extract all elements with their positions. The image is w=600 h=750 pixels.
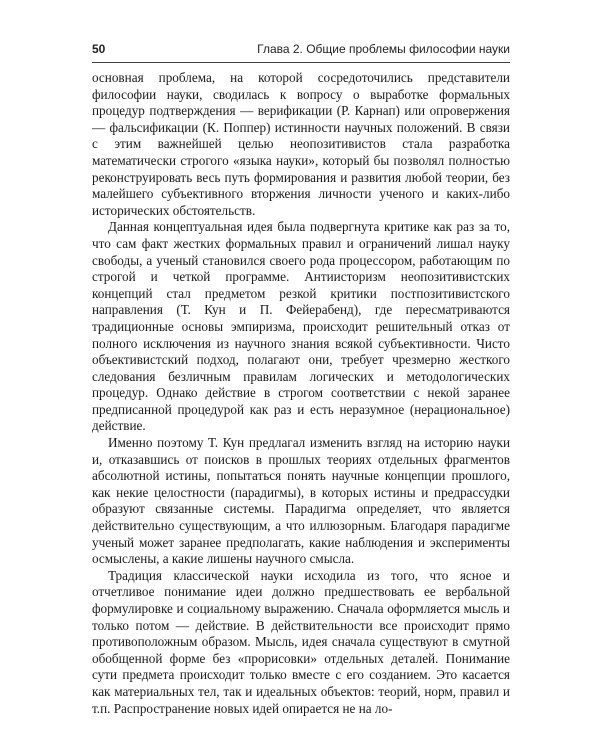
paragraph: Традиция классической науки исходила из того, что ясное и отчетливое понимание идеи должно предшествовать ее вербальной формулировке и социальному выражению. Сначала оформляется мысль и только потом — действие. В действительности все происходит прямо противоположным образом. Мысль, идея сначала существуют в смутной обобщенной форме без «прорисовки» отдельных деталей. Понимание сути предмета происходит только вместе с его созданием. Это касается как материальных тел, так и идеальных объектов: теорий, норм, правил и т.п. Распространение новых идей опирается не на ло- <box>92 567 510 716</box>
header-rule <box>92 62 510 63</box>
paragraph: Данная концептуальная идея была подвергнута критике как раз за то, что сам факт жестких формальных правил и ограничений лишал науку свободы, а ученый становился своего рода процессором, работающим по строгой и четкой программе. Антиисторизм неопозитивистских концепций стал предметом резкой критики постпозитивистского направления (Т. Кун и П. Фейерабенд), где пересматриваются традиционные основы эмпиризма, происходит решительный отказ от полного исключения из научного знания всякой субъективности. Чисто объективистский подход, полагают они, требует чрезмерно жесткого следования безличным правилам логических и методологических процедур. Однако действие в строгом соответствии с некой заранее предписанной процедурой как раз и есть неразумное (нерациональное) действие. <box>92 219 510 434</box>
chapter-title: Глава 2. Общие проблемы философии науки <box>257 42 510 56</box>
running-header <box>92 40 510 58</box>
body-text <box>92 70 510 717</box>
page-number: 50 <box>92 42 106 56</box>
paragraph: Именно поэтому Т. Кун предлагал изменить взгляд на историю науки и, отказавшись от поисков в прошлых теориях отдельных фрагментов абсолютной истины, попытаться понять научные концепции прошлого, как некие целостности (парадигмы), в которых истины и предрассудки образуют связанные системы. Парадигма определяет, что является действительно существующим, а что иллюзорным. Благодаря парадигме ученый может заранее предполагать, какие наблюдения и эксперименты осмыслены, а какие лишены научного смысла. <box>92 435 510 567</box>
paragraph-continuation: основная проблема, на которой сосредоточились представители философии науки, сводилась к вопросу о выработке формальных процедур подтверждения — верификации (Р. Карнап) или опровержения — фальсификации (К. Поппер) истинности научных положений. В связи с этим важнейшей целью неопозитивистов стала разработка математически строгого «языка науки», который бы позволял полностью реконструировать весь путь формирования и развития любой теории, без малейшего субъективного вторжения личности ученого и каких-либо исторических обстоятельств. <box>92 70 510 218</box>
